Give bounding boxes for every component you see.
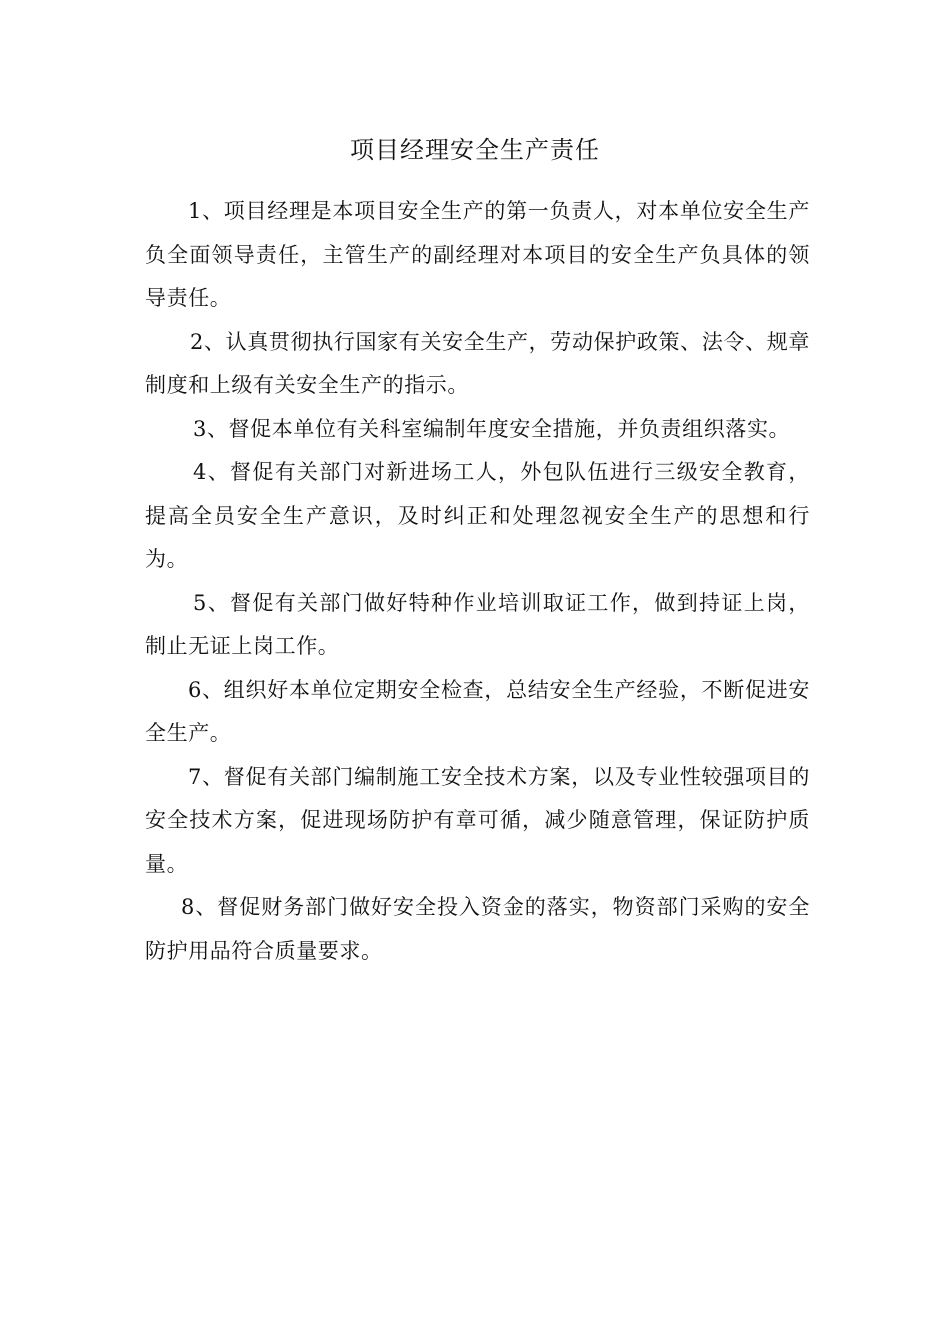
paragraph-1: 1、项目经理是本项目安全生产的第一负责人，对本单位安全生产负全面领导责任，主管生产的副经理对本项目的安全生产负具体的领导责任。 — [145, 199, 810, 310]
paragraph-7: 7、督促有关部门编制施工安全技术方案，以及专业性较强项目的安全技术方案，促进现场防护有章可循，减少随意管理，保证防护质量。 — [145, 764, 810, 876]
paragraph-6: 6、组织好本单位定期安全检查，总结安全生产经验，不断促进安全生产。 — [145, 677, 810, 745]
document-title: 项目经理安全生产责任 — [350, 136, 600, 164]
paragraph-5: 5、督促有关部门做好特种作业培训取证工作，做到持证上岗，制止无证上岗工作。 — [145, 590, 810, 658]
paragraph-2: 2、认真贯彻执行国家有关安全生产，劳动保护政策、法令、规章制度和上级有关安全生产的指示。 — [145, 329, 810, 397]
paragraph-8: 8、督促财务部门做好安全投入资金的落实，物资部门采购的安全防护用品符合质量要求。 — [145, 895, 810, 963]
paragraph-3: 3、督促本单位有关科室编制年度安全措施，并负责组织落实。 — [193, 416, 791, 441]
document-body — [145, 190, 810, 973]
paragraph-4: 4、督促有关部门对新进场工人，外包队伍进行三级安全教育，提高全员安全生产意识，及时纠正和处理忽视安全生产的思想和行为。 — [145, 460, 810, 571]
